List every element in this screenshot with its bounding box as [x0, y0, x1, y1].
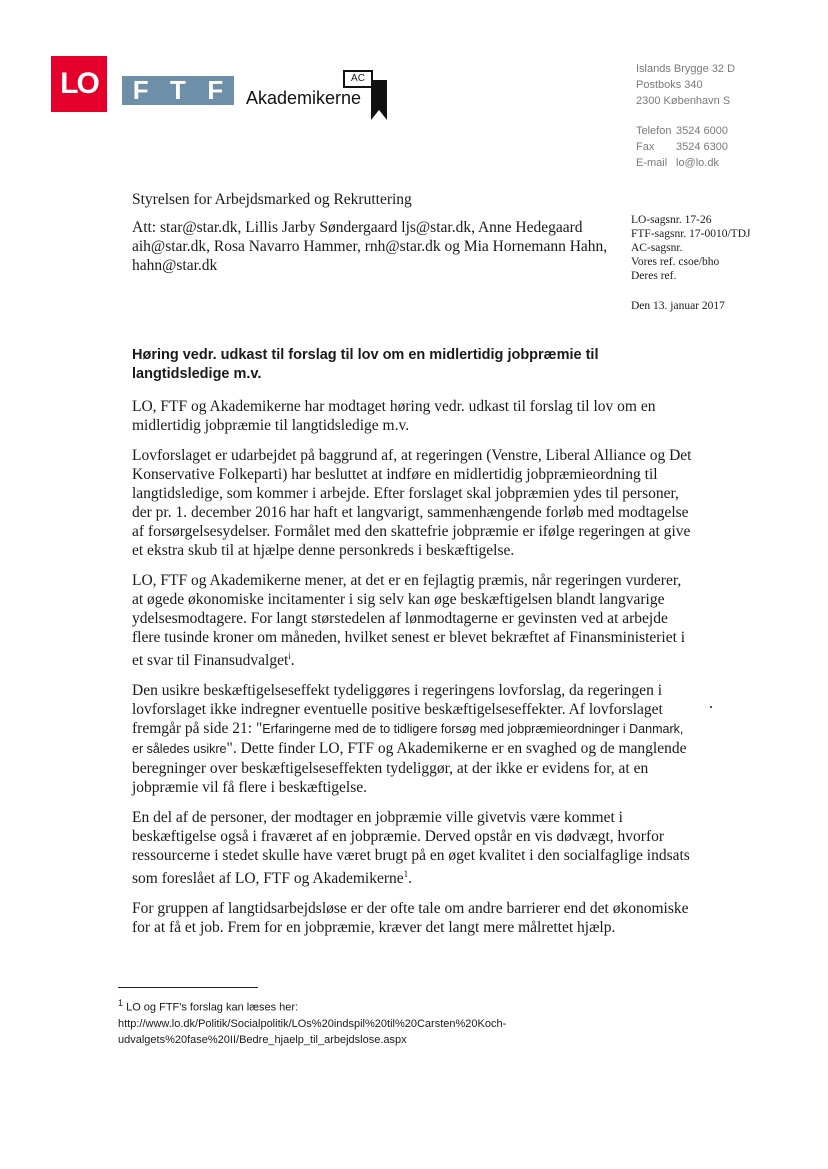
footnote-text: LO og FTF's forslag kan læses her: http://www.lo.dk/Politik/Socialpolitik/LOs%20indspil%20til%20Carsten%20Koch-udvalgets%20fase%20II/Bedre_hjaelp_til_arbejdslose.aspx	[118, 1001, 507, 1046]
footnote	[118, 995, 638, 1048]
body-paragraph	[132, 571, 692, 670]
letter-date: Den 13. januar 2017	[631, 300, 725, 312]
email-value: lo@lo.dk	[676, 157, 719, 169]
address-phone-row	[636, 123, 735, 139]
body-text: En del af de personer, der modtager en jobpræmie ville givetvis være kommet i beskæftigelse også i fraværet af en jobpræmie. Derved opstår en vis dødvægt, hvorfor ressourcerne i stedet skulle have været brugt på en øget kvalitet i den socialfaglige indsats som foreslået af LO, FTF og Akademikerne	[132, 809, 690, 888]
akademikerne-logo-text: Akademikerne	[246, 88, 362, 108]
akademikerne-bookmark-icon	[371, 80, 387, 120]
footnote-marker: i	[288, 651, 291, 661]
body-paragraph	[132, 681, 692, 797]
recipient-att: Att: star@star.dk, Lillis Jarby Søndergaard ljs@star.dk, Anne Hedegaard aih@star.dk, Rosa Navarro Hammer, rnh@star.dk og Mia Hornemann Hahn, hahn@star.dk	[132, 219, 608, 274]
address-city: 2300 København S	[636, 95, 731, 107]
address-email-row	[636, 155, 735, 171]
ref-vores: Vores ref. csoe/bho	[631, 256, 720, 268]
ftf-logo	[122, 76, 234, 105]
letter-heading: Høring vedr. udkast til forslag til lov om en midlertidig jobpræmie til langtidsledige m.v.	[132, 347, 599, 382]
sender-address	[636, 61, 735, 171]
body-text: Den usikre beskæftigelseseffekt tydeliggøres i regeringens lovforslag, da regeringen i lovforslaget ikke indregner eventuelle positive beskæftigelseseffekter. Af lovforslaget fremgår på side 21: "	[132, 682, 663, 738]
body-text: .	[408, 870, 412, 888]
recipient-org: Styrelsen for Arbejdsmarked og Rekruttering	[132, 191, 412, 208]
quoted-text: Erfaringerne med de to tidligere forsøg med jobpræmieordninger i Danmark, er således usikre	[132, 722, 684, 757]
ftf-logo-letter: F	[132, 75, 149, 105]
scan-dot	[710, 706, 712, 708]
ftf-logo-letter: F	[207, 75, 224, 105]
phone-value: 3524 6000	[676, 125, 728, 137]
lo-logo	[51, 56, 107, 112]
case-references	[631, 213, 750, 283]
lo-logo-text: LO	[60, 67, 98, 100]
address-pobox: Postboks 340	[636, 79, 703, 91]
body-paragraph: LO, FTF og Akademikerne har modtaget høring vedr. udkast til forslag til lov om en midlertidig jobpræmie til langtidsledige m.v.	[132, 398, 656, 434]
address-fax-row	[636, 139, 735, 155]
email-label: E-mail	[636, 157, 668, 169]
footnote-divider	[118, 987, 258, 988]
ref-lo: LO-sagsnr. 17-26	[631, 214, 712, 226]
address-street: Islands Brygge 32 D	[636, 63, 736, 75]
letter-body	[132, 397, 692, 948]
ref-deres: Deres ref.	[631, 270, 677, 282]
body-text: ". Dette finder LO, FTF og Akademikerne er en svaghed og de manglende beregninger over beskæftigelseseffekten tydeliggør, at der ikke er evidens for, at en jobpræmie vil få flere i beskæftigelse.	[132, 740, 687, 797]
ref-ac: AC-sagsnr.	[631, 242, 683, 254]
ref-ftf: FTF-sagsnr. 17-0010/TDJ	[631, 228, 751, 240]
akademikerne-ac-badge: AC	[343, 70, 373, 88]
fax-label: Fax	[636, 141, 655, 153]
body-paragraph	[132, 808, 692, 888]
body-paragraph: Lovforslaget er udarbejdet på baggrund af, at regeringen (Venstre, Liberal Alliance og Det Konservative Folkeparti) har besluttet at indføre en midlertidig jobpræmieordning til langtidsledige, som kommer i arbejde. Efter forslaget skal jobpræmien ydes til personer, der pr. 1. december 2016 har haft et langvarigt, sammenhængende forløb med modtagelse af forsørgelsesydelser. Formålet med den skattefrie jobpræmie er ifølge regeringen at give et ekstra skub til at hjælpe denne personkreds i beskæftigelse.	[132, 447, 692, 559]
phone-label: Telefon	[636, 125, 672, 137]
ftf-logo-letter: T	[170, 75, 186, 105]
footnote-marker: 1	[403, 869, 409, 880]
body-text: LO, FTF og Akademikerne mener, at det er en fejlagtig præmis, når regeringen vurderer, at øgede økonomiske incitamenter i sig selv kan øge beskæftigelsen blandt langvarige ydelsesmodtagere. For langt størstedelen af lønmodtagerne er gevinsten ved at arbejde flere tusinde kroner om måneden, hvilket senest er blevet bekræftet af Finansministeriet i et svar til Finansudvalget	[132, 572, 686, 670]
footnote-number: 1	[118, 998, 124, 1008]
body-paragraph: For gruppen af langtidsarbejdsløse er der ofte tale om andre barrierer end det økonomiske for at få et job. Frem for en jobpræmie, kræver det langt mere målrettet hjælp.	[132, 900, 689, 937]
body-text: .	[290, 652, 295, 670]
recipient-block	[132, 190, 622, 275]
fax-value: 3524 6300	[676, 141, 728, 153]
